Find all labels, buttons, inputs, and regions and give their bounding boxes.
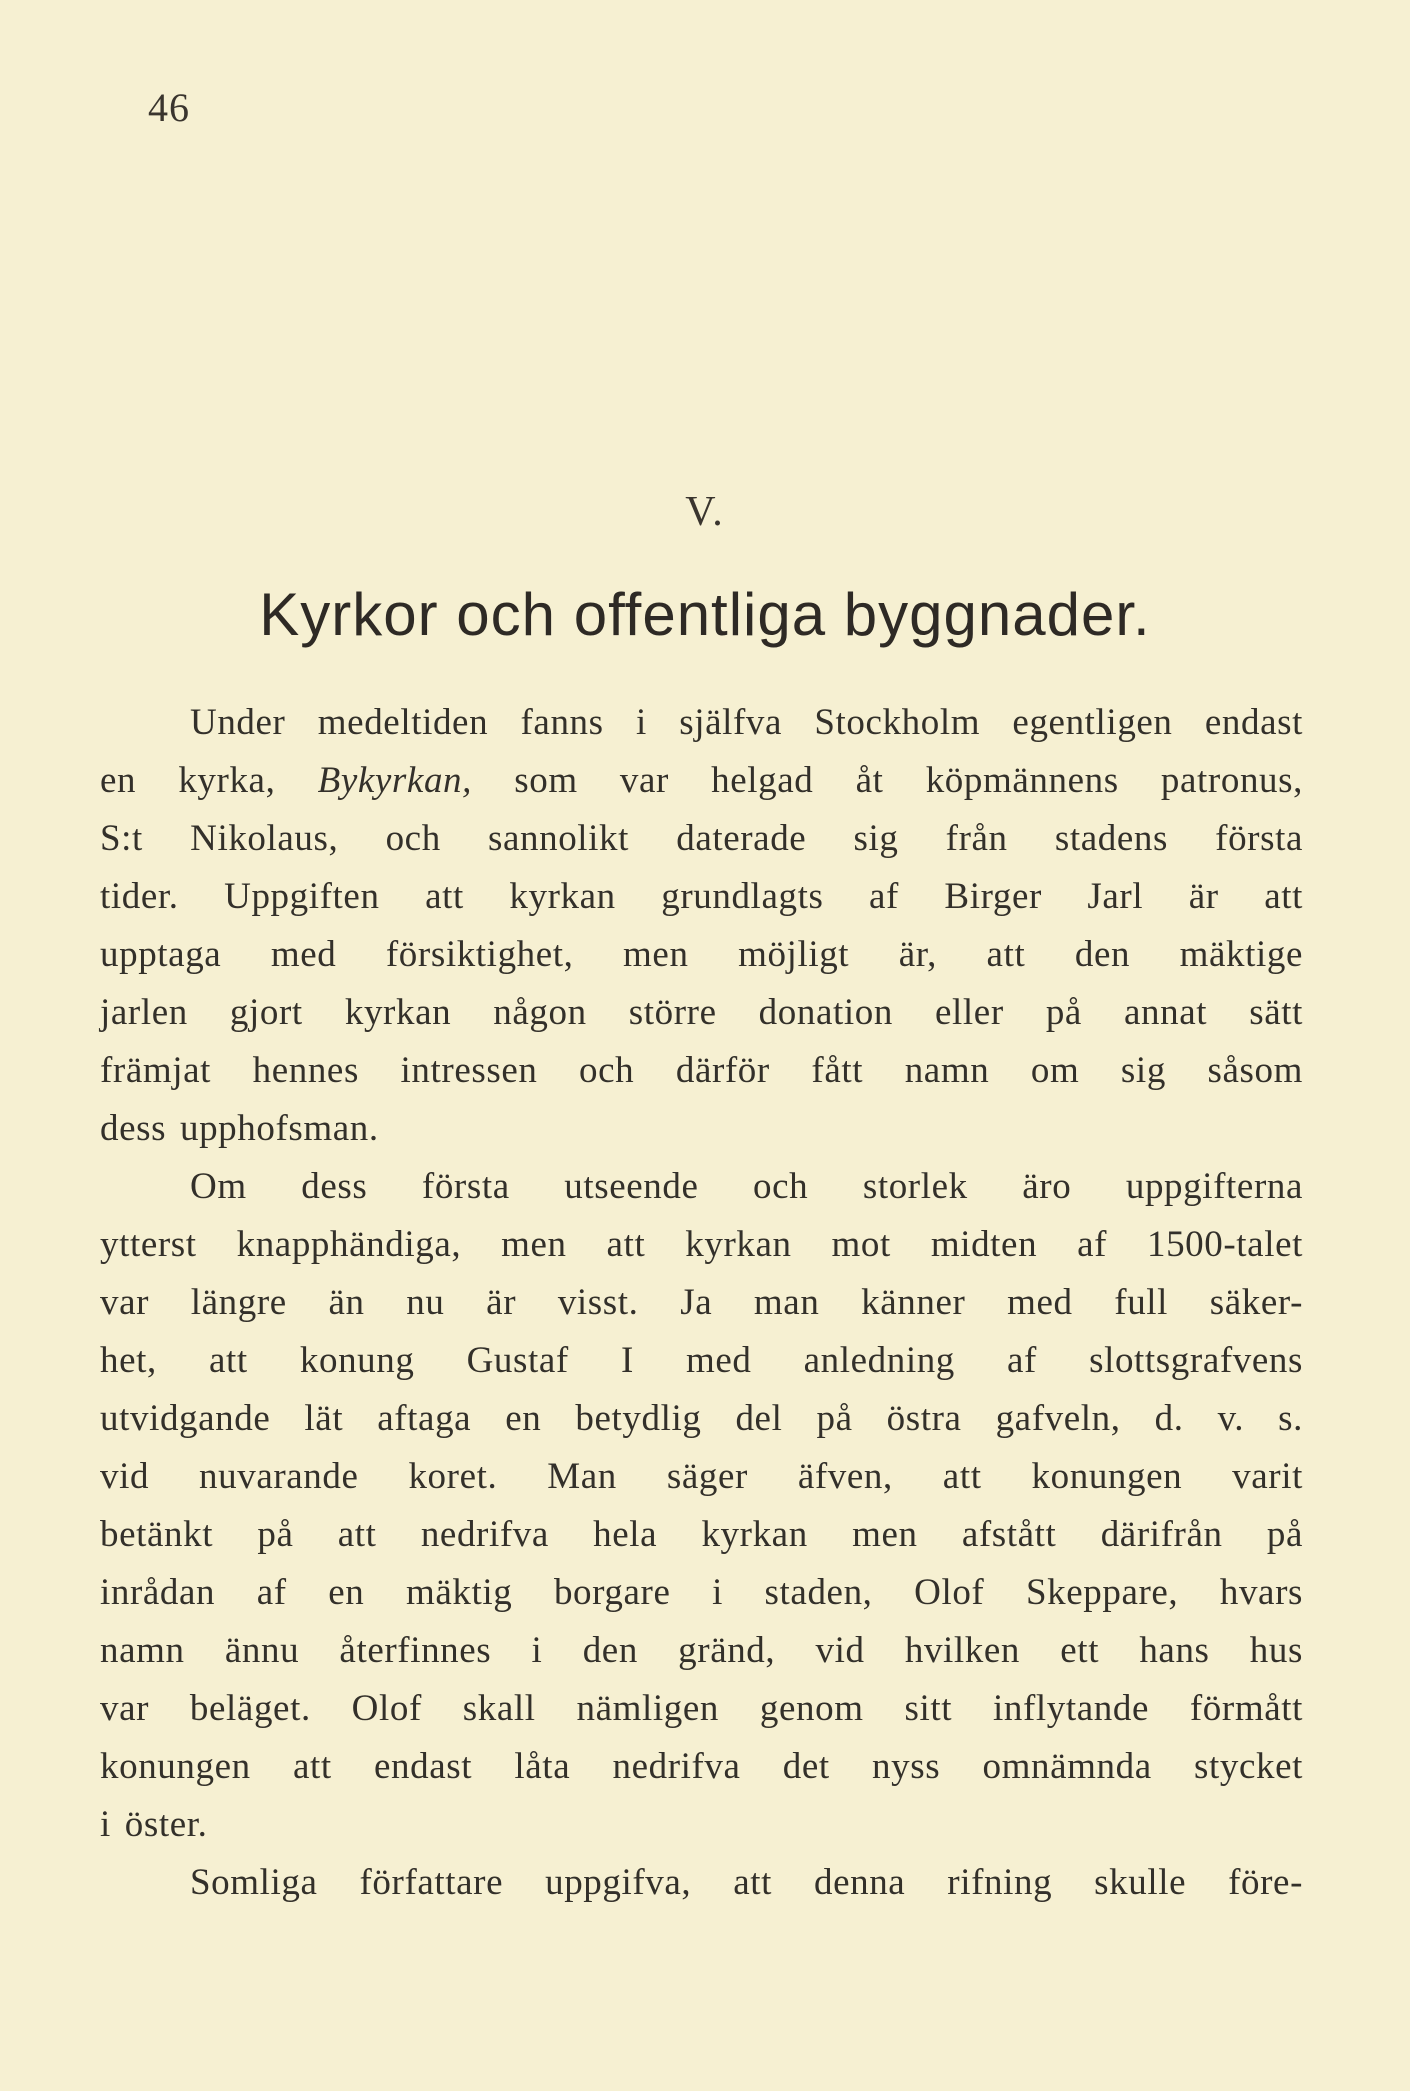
text-line: Om dess första utseende och storlek äro uppgifterna bbox=[190, 1166, 1303, 1207]
text-line: vid nuvarande koret. Man säger äfven, att konungen varit bbox=[100, 1456, 1303, 1497]
text-line: konungen att endast låta nedrifva det nyss omnämnda stycket bbox=[100, 1746, 1303, 1787]
text-line: upptaga med försiktighet, men möjligt är, att den mäktige bbox=[100, 934, 1303, 975]
text-line: dess upphofsman. bbox=[100, 1108, 379, 1149]
text-line: utvidgande lät aftaga en betydlig del på östra gafveln, d. v. s. bbox=[100, 1398, 1303, 1439]
text-line: främjat hennes intressen och därför fått namn om sig såsom bbox=[100, 1050, 1303, 1091]
page-number: 46 bbox=[148, 85, 190, 130]
text-line: Under medeltiden fanns i själfva Stockholm egentligen endast bbox=[190, 702, 1303, 743]
text-line: Somliga författare uppgifva, att denna rifning skulle före- bbox=[190, 1862, 1303, 1903]
church-name: Bykyrkan, bbox=[317, 760, 472, 801]
text-line: jarlen gjort kyrkan någon större donation eller på annat sätt bbox=[100, 992, 1303, 1033]
text-line: var längre än nu är visst. Ja man känner med full säker- bbox=[100, 1282, 1303, 1323]
text-line: ytterst knapphändiga, men att kyrkan mot midten af 1500-talet bbox=[100, 1224, 1303, 1265]
text-line: i öster. bbox=[100, 1804, 208, 1845]
text-line: namn ännu återfinnes i den gränd, vid hvilken ett hans hus bbox=[100, 1630, 1303, 1671]
text-line: en kyrka, Bykyrkan, som var helgad åt köpmännens patronus, bbox=[100, 760, 1304, 801]
text-line: tider. Uppgiften att kyrkan grundlagts af Birger Jarl är att bbox=[100, 876, 1303, 917]
chapter-number: V. bbox=[685, 489, 725, 535]
text-line: S:t Nikolaus, och sannolikt daterade sig från stadens första bbox=[100, 818, 1303, 859]
text-line: var beläget. Olof skall nämligen genom sitt inflytande förmått bbox=[100, 1688, 1303, 1729]
body-text bbox=[100, 694, 1303, 1912]
text-line: betänkt på att nedrifva hela kyrkan men afstått därifrån på bbox=[100, 1514, 1303, 1555]
chapter-title: Kyrkor och offentliga byggnader. bbox=[259, 581, 1151, 648]
text-line: inrådan af en mäktig borgare i staden, Olof Skeppare, hvars bbox=[100, 1572, 1303, 1613]
text-line: het, att konung Gustaf I med anledning af slottsgrafvens bbox=[100, 1340, 1303, 1381]
